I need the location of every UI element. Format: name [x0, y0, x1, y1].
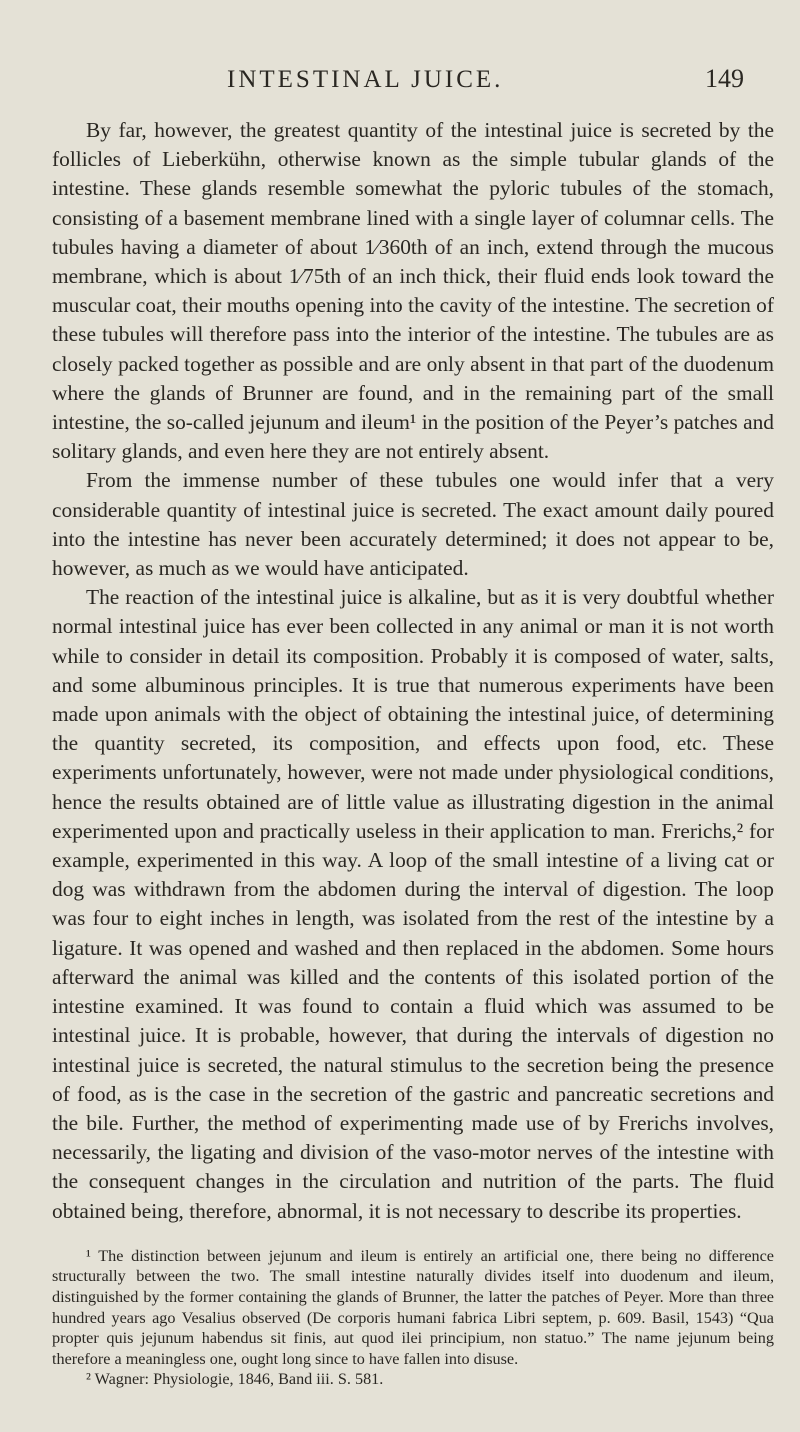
- page-number: 149: [705, 64, 744, 93]
- footnote: ¹ The distinction between jejunum and ileum is entirely an artificial one, there being no difference structurally between the two. The small intestine naturally divides itself into duodenum and ileum, distinguished by the former containing the glands of Brunner, the latter the patches of Peyer. More than three hundred years ago Vesalius observed (De corporis humani fabrica Libri septem, p. 609. Basil, 1543) “Qua propter quis jejunum habendus sit finis, aut quod ilei principium, non statuo.” The name jejunum being therefore a meaningless one, ought long since to have fallen into disuse.: [52, 1246, 774, 1368]
- paragraph: By far, however, the greatest quantity of the intestinal juice is secreted by the follicles of Lieberkühn, otherwise known as the simple tubular glands of the intestine. These glands resemble somewhat the pyloric tubules of the stomach, consisting of a basement membrane lined with a single layer of columnar cells. The tubules having a diameter of about 1⁄360th of an inch, extend through the mucous membrane, which is about 1⁄75th of an inch thick, their fluid ends look toward the muscular coat, their mouths opening into the cavity of the intestine. The secretion of these tubules will therefore pass into the interior of the intestine. The tubules are as closely packed together as possible and are only absent in that part of the duodenum where the glands of Brunner are found, and in the remaining part of the small intestine, the so-called jejunum and ileum¹ in the position of the Peyer’s patches and solitary glands, and even here they are not entirely absent.: [52, 118, 774, 464]
- footnote: ² Wagner: Physiologie, 1846, Band iii. S. 581.: [86, 1370, 384, 1389]
- footnotes: [52, 1246, 774, 1390]
- running-title: INTESTINAL JUICE.: [227, 66, 504, 93]
- body-text: [52, 116, 774, 1226]
- paragraph: From the immense number of these tubules one would infer that a very considerable quantity of intestinal juice is secreted. The exact amount daily poured into the intestine has never been accurately determined; it does not appear to be, however, as much as we would have anticipated.: [52, 468, 774, 581]
- paragraph: The reaction of the intestinal juice is alkaline, but as it is very doubtful whether normal intestinal juice has ever been collected in any animal or man it is not worth while to consider in detail its composition. Probably it is composed of water, salts, and some albuminous principles. It is true that numerous experiments have been made upon animals with the object of obtaining the intestinal juice, of determining the quantity secreted, its composition, and effects upon food, etc. These experiments unfortunately, however, were not made under physiological conditions, hence the results obtained are of little value as illustrating digestion in the animal experimented upon and practically useless in their application to man. Frerichs,² for example, experimented in this way. A loop of the small intestine of a living cat or dog was withdrawn from the abdomen during the interval of digestion. The loop was four to eight inches in length, was isolated from the rest of the intestine by a ligature. It was opened and washed and then replaced in the abdomen. Some hours afterward the animal was killed and the contents of this isolated portion of the intestine examined. It was found to contain a fluid which was assumed to be intestinal juice. It is probable, however, that during the intervals of digestion no intestinal juice is secreted, the natural stimulus to the secretion being the presence of food, as is the case in the secretion of the gastric and pancreatic secretions and the bile. Further, the method of experimenting made use of by Frerichs involves, necessarily, the ligating and division of the vaso-motor nerves of the intestine with the consequent changes in the circulation and nutrition of the parts. The fluid obtained being, therefore, abnormal, it is not necessary to describe its properties.: [52, 585, 774, 1223]
- running-head: [52, 66, 774, 102]
